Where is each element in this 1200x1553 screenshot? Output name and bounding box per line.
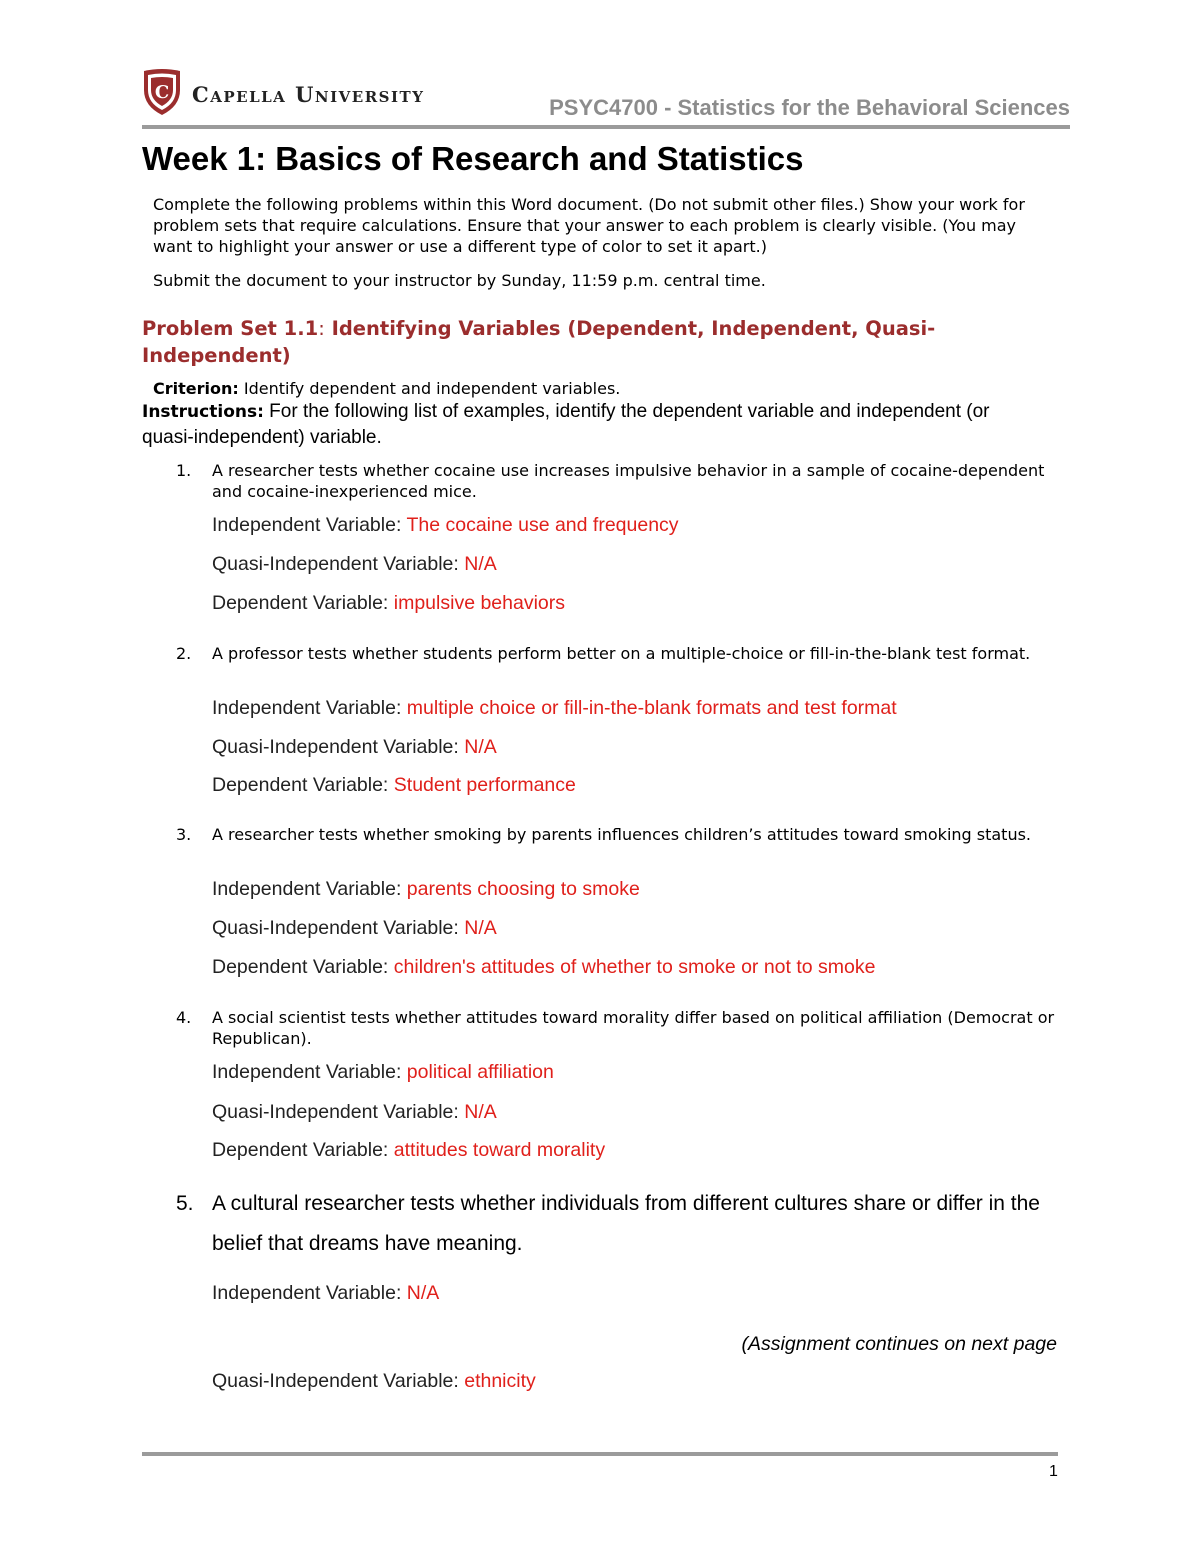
dv-answer: children's attitudes of whether to smoke or not to smoke: [393, 956, 876, 978]
dv-answer: attitudes toward morality: [393, 1139, 606, 1161]
header-divider: [142, 125, 1070, 129]
qiv-label: Quasi-Independent Variable:: [212, 736, 465, 758]
svg-text:C: C: [154, 82, 170, 103]
problem-set-colon: :: [318, 317, 325, 340]
dv-answer: impulsive behaviors: [393, 592, 566, 614]
quasi-independent-variable-line: [212, 917, 497, 940]
instructions-label: Instructions:: [142, 402, 264, 422]
iv-answer: The cocaine use and frequency: [406, 514, 679, 536]
course-title: PSYC4700 - Statistics for the Behavioral Sciences: [549, 95, 1070, 120]
qiv-answer: N/A: [464, 553, 497, 575]
problem-set-heading: [142, 315, 1022, 369]
item-number: 4.: [176, 1008, 192, 1027]
iv-label: Independent Variable:: [212, 514, 407, 536]
iv-answer: N/A: [406, 1282, 440, 1304]
quasi-independent-variable-line: [212, 736, 497, 759]
page-header: [142, 68, 1070, 130]
item-question: A cultural researcher tests whether individuals from different cultures share or differ in the belief that dreams have meaning.: [212, 1192, 1040, 1255]
dv-answer: Student performance: [393, 774, 576, 796]
iv-answer: parents choosing to smoke: [406, 878, 640, 900]
iv-label: Independent Variable:: [212, 1282, 407, 1304]
criterion-text: Identify dependent and independent variables.: [238, 379, 621, 398]
qiv-answer: N/A: [464, 917, 497, 939]
independent-variable-line: [212, 697, 897, 720]
item-question: A professor tests whether students perform better on a multiple-choice or fill-in-the-blank test format.: [212, 644, 1031, 663]
qiv-label: Quasi-Independent Variable:: [212, 1101, 465, 1123]
dv-label: Dependent Variable:: [212, 592, 394, 614]
independent-variable-line: [212, 878, 640, 901]
qiv-answer: ethnicity: [464, 1370, 536, 1392]
dv-label: Dependent Variable:: [212, 956, 394, 978]
criterion-line: [153, 378, 620, 399]
qiv-label: Quasi-Independent Variable:: [212, 553, 465, 575]
qiv-label: Quasi-Independent Variable:: [212, 1370, 465, 1392]
capella-shield-icon: [142, 68, 182, 116]
iv-label: Independent Variable:: [212, 697, 407, 719]
page-title: Week 1: Basics of Research and Statistics: [142, 140, 804, 177]
submit-note: Submit the document to your instructor by Sunday, 11:59 p.m. central time.: [153, 271, 766, 290]
continues-note: (Assignment continues on next page: [741, 1333, 1057, 1355]
quasi-independent-variable-line: [212, 1101, 497, 1124]
iv-answer: political affiliation: [406, 1061, 554, 1083]
iv-label: Independent Variable:: [212, 1061, 407, 1083]
independent-variable-line: [212, 1061, 554, 1084]
qiv-label: Quasi-Independent Variable:: [212, 917, 465, 939]
item-number: 5.: [176, 1192, 194, 1215]
independent-variable-line: [212, 1282, 439, 1305]
problem-set-title: Identifying Variables (Dependent, Independent, Quasi-Independent): [142, 317, 936, 367]
dv-label: Dependent Variable:: [212, 774, 394, 796]
iv-label: Independent Variable:: [212, 878, 407, 900]
item-number: 2.: [176, 644, 192, 663]
logo-wordmark: Capella University: [192, 82, 425, 107]
independent-variable-line: [212, 514, 679, 537]
item-question: A researcher tests whether smoking by parents influences children’s attitudes toward smoking status.: [212, 825, 1032, 844]
qiv-answer: N/A: [464, 1101, 497, 1123]
item-question: A social scientist tests whether attitudes toward morality differ based on political affiliation (Democrat or Republican).: [212, 1008, 1055, 1048]
quasi-independent-variable-line: [212, 1370, 536, 1393]
qiv-answer: N/A: [464, 736, 497, 758]
footer-divider: [142, 1452, 1058, 1456]
dependent-variable-line: [212, 774, 576, 797]
problem-set-label: Problem Set 1.1: [142, 317, 319, 340]
dv-label: Dependent Variable:: [212, 1139, 394, 1161]
dependent-variable-line: [212, 1139, 605, 1162]
quasi-independent-variable-line: [212, 553, 497, 576]
criterion-label: Criterion:: [153, 379, 239, 398]
dependent-variable-line: [212, 956, 875, 979]
instructions-text: For the following list of examples, identify the dependent variable and independent (or quasi-independent) variable.: [142, 401, 990, 448]
item-number: 1.: [176, 461, 192, 480]
intro-paragraph: Complete the following problems within this Word document. (Do not submit other files.) Show your work for problem sets that require calculations. Ensure that your answer to each problem is clearly visible. (You may want to highlight your answer or use a different type of color to set it apart.): [153, 195, 1025, 256]
dependent-variable-line: [212, 592, 565, 615]
capella-logo: [142, 68, 462, 120]
item-question: A researcher tests whether cocaine use increases impulsive behavior in a sample of cocaine-dependent and cocaine-inexperienced mice.: [212, 461, 1045, 501]
page-number: 1: [1049, 1463, 1058, 1480]
item-number: 3.: [176, 825, 192, 844]
iv-answer: multiple choice or fill-in-the-blank formats and test format: [406, 697, 897, 719]
instructions-paragraph: [142, 399, 1042, 451]
